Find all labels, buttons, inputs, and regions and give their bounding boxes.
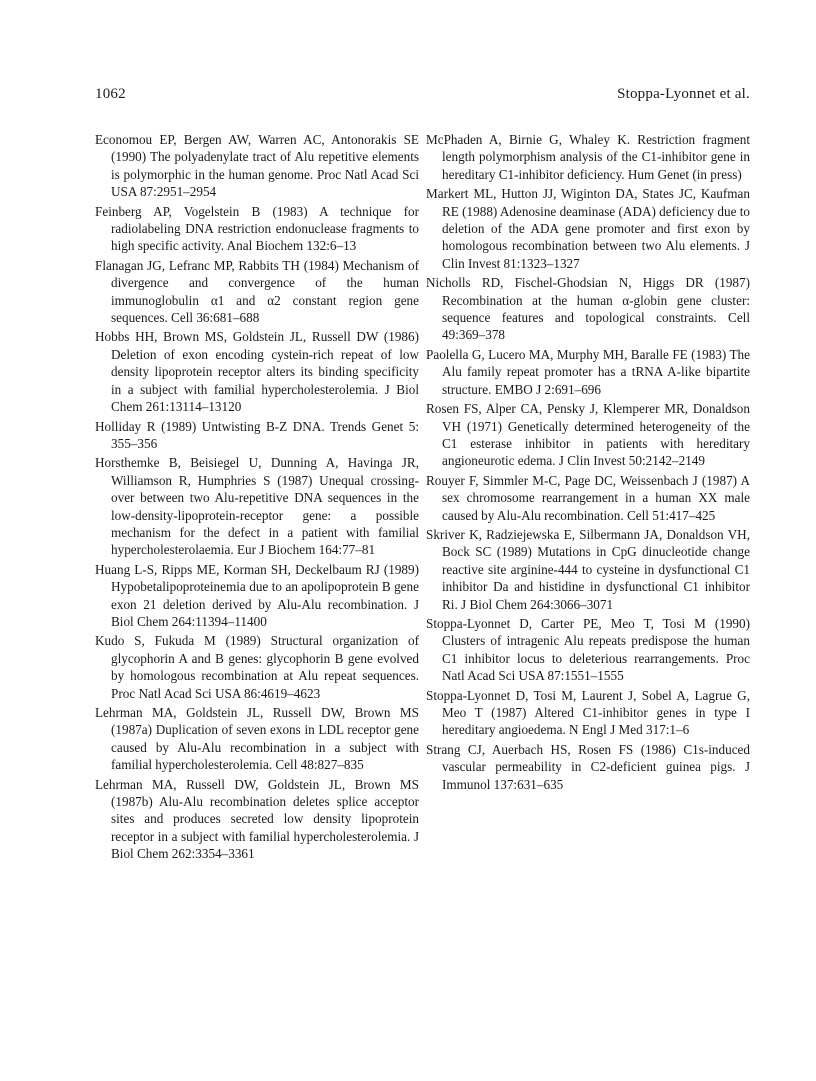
reference-entry: Stoppa-Lyonnet D, Carter PE, Meo T, Tosi M (1990) Clusters of intragenic Alu repeats predispose the human C1 inhibitor locus to deleterious rearrangements. Proc Natl Acad Sci USA 87:1551–1555: [426, 615, 750, 684]
reference-entry: McPhaden A, Birnie G, Whaley K. Restriction fragment length polymorphism analysis of the C1-inhibitor gene in hereditary C1-inhibitor deficiency. Hum Genet (in press): [426, 132, 750, 182]
reference-entry: Feinberg AP, Vogelstein B (1983) A technique for radiolabeling DNA restriction endonuclease fragments to high specific activity. Anal Biochem 132:6–13: [95, 203, 419, 254]
reference-entry: Flanagan JG, Lefranc MP, Rabbits TH (1984) Mechanism of divergence and convergence of the human immunoglobulin α1 and α2 constant region gene sequences. Cell 36:681–688: [95, 257, 419, 326]
reference-entry: Skriver K, Radziejewska E, Silbermann JA, Donaldson VH, Bock SC (1989) Mutations in CpG dinucleotide change reactive site arginine-444 to cysteine in dysfunctional C1 inhibitor Da and histidine in dysfunctional C1 inhibitor Ri. J Biol Chem 264:3066–3071: [426, 526, 750, 612]
reference-entry: Strang CJ, Auerbach HS, Rosen FS (1986) C1s-induced vascular permeability in C2-deficient guinea pigs. J Immunol 137:631–635: [426, 741, 750, 792]
reference-entry: Lehrman MA, Russell DW, Goldstein JL, Brown MS (1987b) Alu-Alu recombination deletes splice acceptor sites and produces secreted low density lipoprotein receptor in a subject with familial hypercholesterolemia. J Biol Chem 262:3354–3361: [95, 776, 419, 862]
page-header: [95, 86, 750, 108]
reference-entry: Paolella G, Lucero MA, Murphy MH, Baralle FE (1983) The Alu family repeat promoter has a tRNA A-like bipartite structure. EMBO J 2:691–696: [426, 346, 750, 397]
reference-entry: Lehrman MA, Goldstein JL, Russell DW, Brown MS (1987a) Duplication of seven exons in LDL receptor gene caused by Alu-Alu recombination in a subject with familial hypercholesterolemia. Cell 48:827–835: [95, 705, 419, 773]
reference-entry: Markert ML, Hutton JJ, Wiginton DA, States JC, Kaufman RE (1988) Adenosine deaminase (ADA) deficiency due to deletion of the ADA gene promoter and first exon by homologous recombination between two Alu elements. J Clin Invest 81:1323–1327: [426, 186, 750, 271]
reference-entry: Rosen FS, Alper CA, Pensky J, Klemperer MR, Donaldson VH (1971) Genetically determined heterogeneity of the C1 esterase inhibitor in patients with hereditary angioneurotic edema. J Clin Invest 50:2142–2149: [426, 401, 750, 469]
reference-entry: Hobbs HH, Brown MS, Goldstein JL, Russell DW (1986) Deletion of exon encoding cystein-rich repeat of low density lipoprotein receptor alters its binding specificity in a subject with familial hypercholesterolemia. J Biol Chem 261:13114–13120: [95, 329, 419, 415]
reference-entry: Nicholls RD, Fischel-Ghodsian N, Higgs DR (1987) Recombination at the human α-globin gene cluster: sequence features and topological constraints. Cell 49:369–378: [426, 275, 750, 343]
reference-entry: Rouyer F, Simmler M-C, Page DC, Weissenbach J (1987) A sex chromosome rearrangement in a human XX male caused by Alu-Alu recombination. Cell 51:417–425: [426, 472, 750, 523]
references-left-column: [95, 131, 419, 865]
reference-entry: Horsthemke B, Beisiegel U, Dunning A, Havinga JR, Williamson R, Humphries S (1987) Unequal crossing-over between two Alu-repetitive DNA sequences in the low-density-lipoprotein-receptor gene: a possible mechanism for the defect in a patient with familial hypercholesterolaemia. Eur J Biochem 164:77–81: [95, 455, 419, 558]
reference-entry: Huang L-S, Ripps ME, Korman SH, Deckelbaum RJ (1989) Hypobetalipoproteinemia due to an apolipoprotein B gene exon 21 deletion derived by Alu-Alu recombination. J Biol Chem 264:11394–11400: [95, 561, 419, 629]
reference-entry: Stoppa-Lyonnet D, Tosi M, Laurent J, Sobel A, Lagrue G, Meo T (1987) Altered C1-inhibitor genes in type I hereditary angioedema. N Engl J Med 317:1–6: [426, 687, 750, 738]
page-number: 1062: [95, 86, 126, 102]
running-head: Stoppa-Lyonnet et al.: [617, 86, 750, 102]
references-right-column: [426, 131, 750, 795]
reference-entry: Economou EP, Bergen AW, Warren AC, Antonorakis SE (1990) The polyadenylate tract of Alu repetitive elements is polymorphic in the human genome. Proc Natl Acad Sci USA 87:2951–2954: [95, 132, 419, 200]
reference-entry: Holliday R (1989) Untwisting B-Z DNA. Trends Genet 5: 355–356: [95, 418, 419, 451]
reference-entry: Kudo S, Fukuda M (1989) Structural organization of glycophorin A and B genes: glycophorin B gene evolved by homologous recombination at Alu repeat sequences. Proc Natl Acad Sci USA 86:4619–4623: [95, 633, 419, 701]
